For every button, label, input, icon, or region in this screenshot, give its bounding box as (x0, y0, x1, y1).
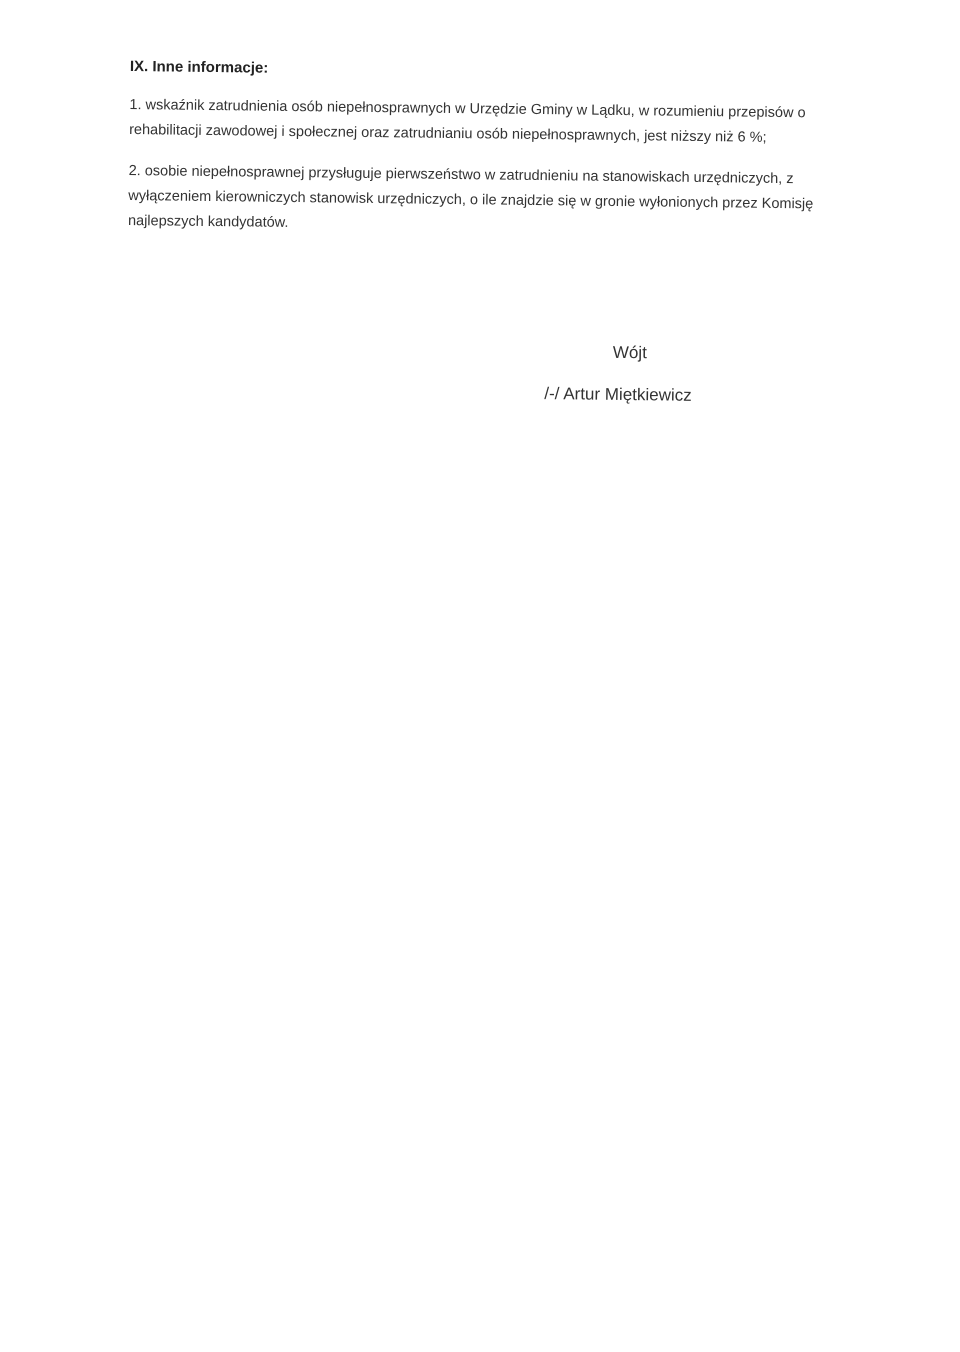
section-heading: IX. Inne informacje: (129, 58, 269, 77)
signature-block (544, 342, 765, 407)
section-content (128, 58, 830, 259)
signature-name: /-/ Artur Miętkiewicz (544, 383, 692, 405)
info-item-1: 1. wskaźnik zatrudnienia osób niepełnosprawnych w Urzędzie Gminy w Lądku, w rozumieniu przepisów o rehabilitacji zawodowej i społecznej oraz zatrudnianiu osób niepełnosprawnych, jest niższy niż 6 %; (129, 96, 806, 146)
signature-title: Wójt (612, 342, 647, 363)
info-item-2: 2. osobie niepełnosprawnej przysługuje pierwszeństwo w zatrudnieniu na stanowiskach urzędniczych, z wyłączeniem kierowniczych stanowisk urzędniczych, o ile znajdzie się w gronie wyłonionych przez Komisję najlepszych kandydatów. (127, 162, 814, 231)
